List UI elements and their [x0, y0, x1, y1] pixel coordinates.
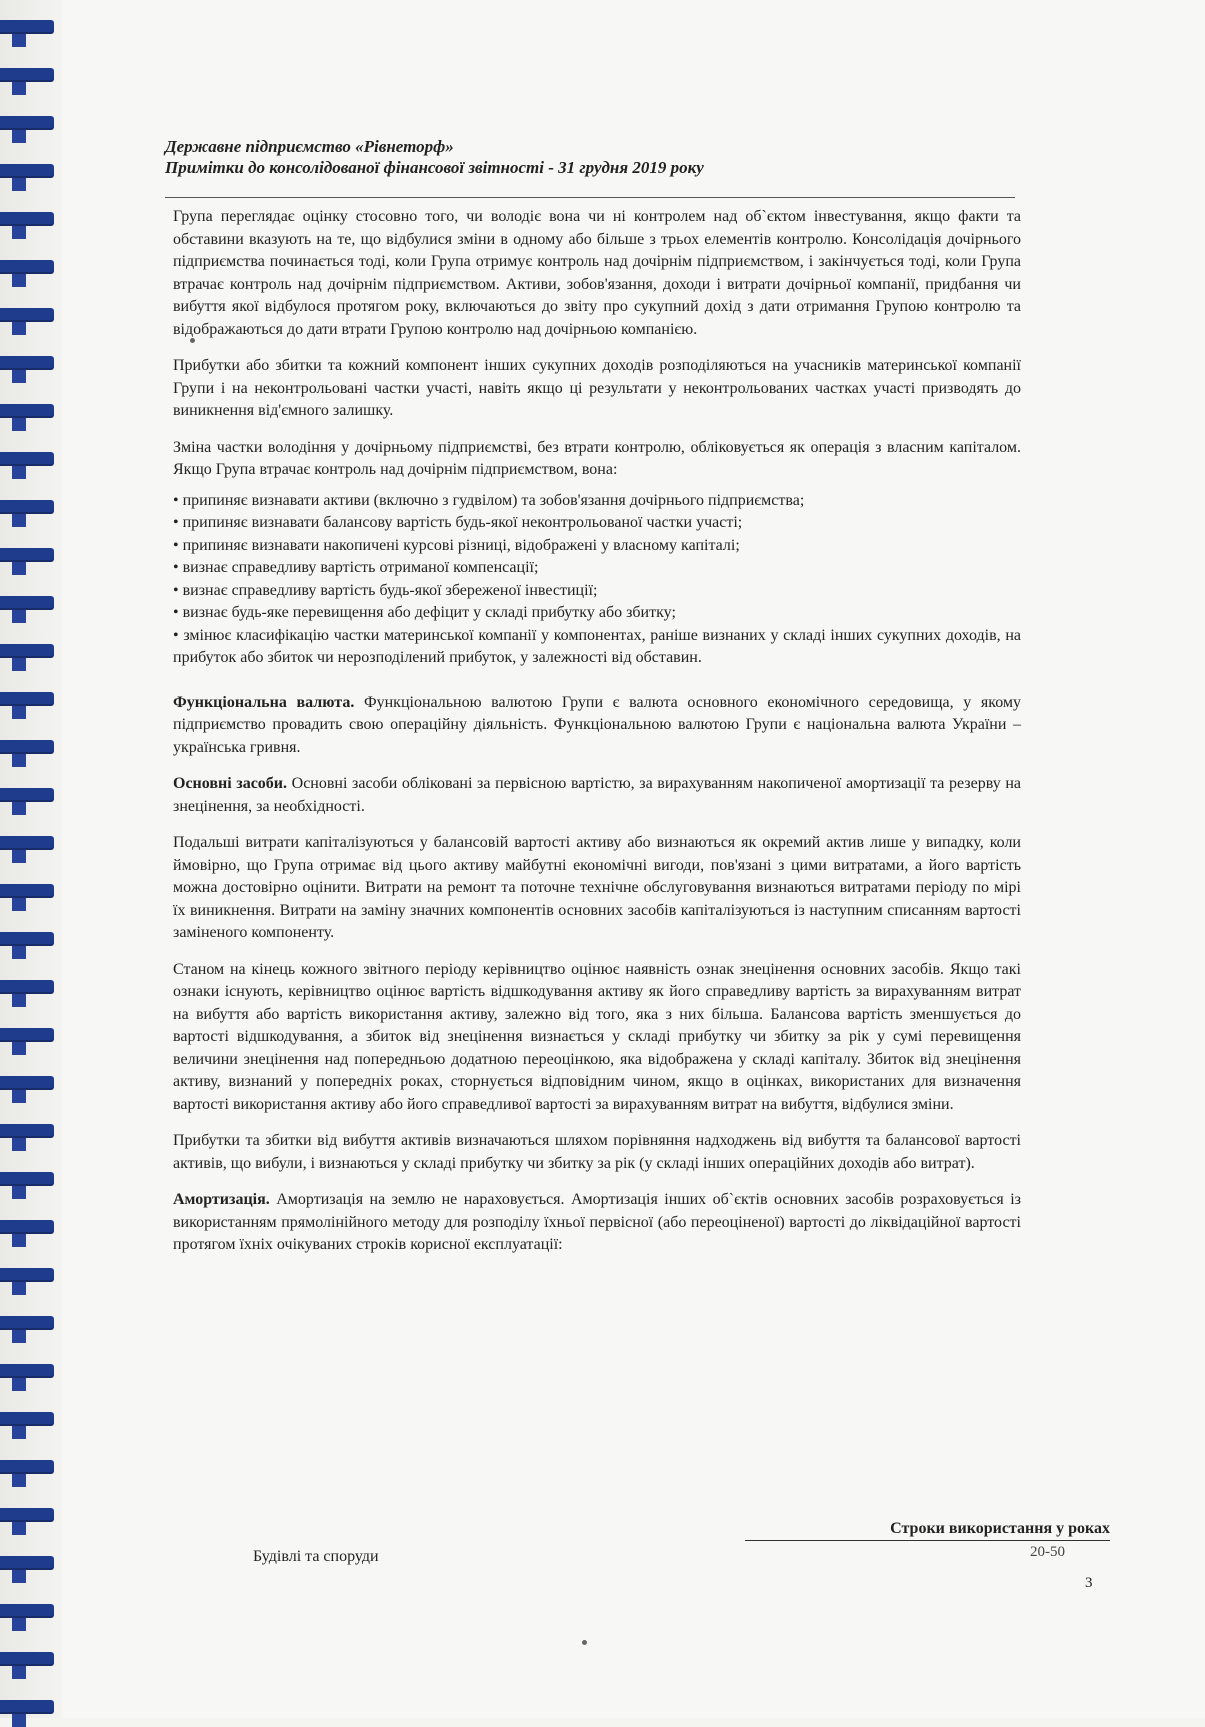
- document-body: [173, 206, 1021, 1271]
- header-divider: [165, 197, 1015, 198]
- paragraph-impairment: Станом на кінець кожного звітного періоду керівництво оцінює наявність ознак знецінення основних засобів. Якщо такі ознаки існують, керівництво оцінює вартість відшкодування активу як його справедливу вартість за вирахуванням витрат на вибуття або вартість використання активу, залежно від того, яка з них більша. Балансова вартість зменшується до вартості відшкодування, а збиток від знецінення визнається у складі прибутку чи збитку за рік у сумі перевищення величини знецінення над попередньою додатною переоцінкою, яка відображена у складі капіталу. Збиток від знецінення активу, визнаний у попередніх роках, сторнується відповідним чином, якщо в оцінках, використаних для визначення вартості використання активу або його справедливої вартості за вирахуванням витрат на вибуття, відбулися зміни.: [173, 960, 1021, 1113]
- paragraph-fixed-assets: [173, 773, 1021, 818]
- loss-of-control-list: [173, 490, 1021, 670]
- binding-coil: [0, 1652, 54, 1666]
- binding-coil: [0, 356, 54, 370]
- list-item: • визнає справедливу вартість будь-якої збереженої інвестиції;: [173, 580, 1021, 603]
- paragraph-functional-currency: [173, 692, 1021, 760]
- table-row-value: 20-50: [1030, 1544, 1065, 1560]
- table-row-label: Будівлі та споруди: [253, 1548, 379, 1565]
- report-title: Примітки до консолідованої фінансової звітності - 31 грудня 2019 року: [165, 158, 704, 177]
- binding-coil: [0, 116, 54, 130]
- paragraph-depreciation: [173, 1189, 1021, 1257]
- list-item: • визнає будь-яке перевищення або дефіцит у складі прибутку або збитку;: [173, 602, 1021, 625]
- binding-coil: [0, 644, 54, 658]
- binding-coil: [0, 500, 54, 514]
- binding-coil: [0, 1412, 54, 1426]
- binding-coil: [0, 1268, 54, 1282]
- binding-coil: [0, 836, 54, 850]
- paragraph-subsequent-costs: Подальші витрати капіталізуються у балансовій вартості активу або визнаються як окремий актив лише у випадку, коли ймовірно, що Група отримає від цього активу майбутні економічні вигоди, пов'язані з цими витратами, а його вартість можна достовірно оцінити. Витрати на ремонт та поточне технічне обслуговування визнаються витратами періоду по мірі їх виникнення. Витрати на заміну значних компонентів основних засобів капіталізуються із наступним списанням вартості заміненого компоненту.: [173, 834, 1021, 941]
- list-item: • змінює класифікацію частки материнської компанії у компонентах, раніше визнаних у складі інших сукупних доходів, на прибуток або збиток чи нерозподілений прибуток, у залежності від обставин.: [173, 625, 1021, 670]
- section-text: Амортизація на землю не нараховується. Амортизація інших об`єктів основних засобів розраховується із використанням прямолінійного методу для розподілу їхньої первісної (або переоціненої) вартості до ліквідаційної вартості протягом їхніх очікуваних строків корисної експлуатації:: [173, 1191, 1021, 1253]
- section-title: Функціональна валюта.: [173, 693, 355, 711]
- binding-coil: [0, 1124, 54, 1138]
- binding-coil: [0, 68, 54, 82]
- binding-coil: [0, 1556, 54, 1570]
- binding-coil: [0, 404, 54, 418]
- spiral-binding: [0, 0, 62, 1718]
- page-number: 3: [1085, 1575, 1093, 1591]
- binding-coil: [0, 1460, 54, 1474]
- binding-coil: [0, 452, 54, 466]
- binding-coil: [0, 980, 54, 994]
- document-header: [165, 136, 905, 178]
- binding-coil: [0, 212, 54, 226]
- company-name: Державне підприємство «Рівнеторф»: [165, 137, 454, 156]
- useful-life-header: Строки використання у роках: [745, 1520, 1110, 1541]
- list-item: • припиняє визнавати накопичені курсові різниці, відображені у власному капіталі;: [173, 535, 1021, 558]
- paragraph-control-assessment: Група переглядає оцінку стосовно того, чи володіє вона чи ні контролем над об`єктом інвестування, якщо факти та обставини вказують на те, що відбулися зміни в одному або більше з трьох елементів контролю. Консолідація дочірнього підприємства починається тоді, коли Група отримує контроль над дочірнім підприємством, і закінчується тоді, коли Група втрачає контроль над дочірнім підприємством. Активи, зобов'язання, доходи і витрати дочірньої компанії, придбання чи вибуття якої відбулося протягом року, включаються до звіту про сукупний дохід з дати отримання Групою контролю та відображаються до дати втрати Групою контролю над дочірньою компанією.: [173, 208, 1021, 338]
- paragraph-disposal: Прибутки та збитки від вибуття активів визначаються шляхом порівняння надходжень від вибуття та балансової вартості активів, що вибули, і визнаються у складі прибутку чи збитку за рік (у складі інших операційних доходів або витрат).: [173, 1132, 1021, 1172]
- list-item: • припиняє визнавати балансову вартість будь-якої неконтрольованої частки участі;: [173, 512, 1021, 535]
- paragraph-profit-allocation: Прибутки або збитки та кожний компонент інших сукупних доходів розподіляються на учасників материнської компанії Групи і на неконтрольовані частки участі, навіть якщо ці результати у неконтрольованих частках участі призводять до виникнення від'ємного залишку.: [173, 357, 1021, 419]
- scan-speck: [582, 1640, 587, 1645]
- binding-coil: [0, 1700, 54, 1714]
- binding-coil: [0, 20, 54, 34]
- binding-coil: [0, 308, 54, 322]
- list-item: • припиняє визнавати активи (включно з гудвілом) та зобов'язання дочірнього підприємства;: [173, 490, 1021, 513]
- binding-coil: [0, 260, 54, 274]
- paragraph-ownership-change: Зміна частки володіння у дочірньому підприємстві, без втрати контролю, обліковується як операція з власним капіталом. Якщо Група втрачає контроль над дочірнім підприємством, вона:: [173, 438, 1021, 478]
- binding-coil: [0, 1604, 54, 1618]
- binding-coil: [0, 596, 54, 610]
- binding-coil: [0, 164, 54, 178]
- section-title: Амортизація.: [173, 1191, 270, 1208]
- binding-coil: [0, 1316, 54, 1330]
- binding-coil: [0, 1028, 54, 1042]
- binding-coil: [0, 692, 54, 706]
- binding-coil: [0, 1508, 54, 1522]
- section-text: Основні засоби обліковані за первісною вартістю, за вирахуванням накопиченої амортизації та резерву на знецінення, за необхідності.: [173, 775, 1022, 815]
- binding-coil: [0, 1076, 54, 1090]
- binding-coil: [0, 884, 54, 898]
- binding-coil: [0, 788, 54, 802]
- list-item: • визнає справедливу вартість отриманої компенсації;: [173, 557, 1021, 580]
- binding-coil: [0, 740, 54, 754]
- section-title: Основні засоби.: [173, 775, 288, 792]
- binding-coil: [0, 932, 54, 946]
- binding-coil: [0, 1172, 54, 1186]
- binding-coil: [0, 1220, 54, 1234]
- binding-coil: [0, 548, 54, 562]
- binding-coil: [0, 1364, 54, 1378]
- section-text: Функціональною валютою Групи є валюта основного економічного середовища, у якому підприємство провадить свою операційну діяльність. Функціональною валютою Групи є національна валюта України – українська гривня.: [173, 693, 1022, 756]
